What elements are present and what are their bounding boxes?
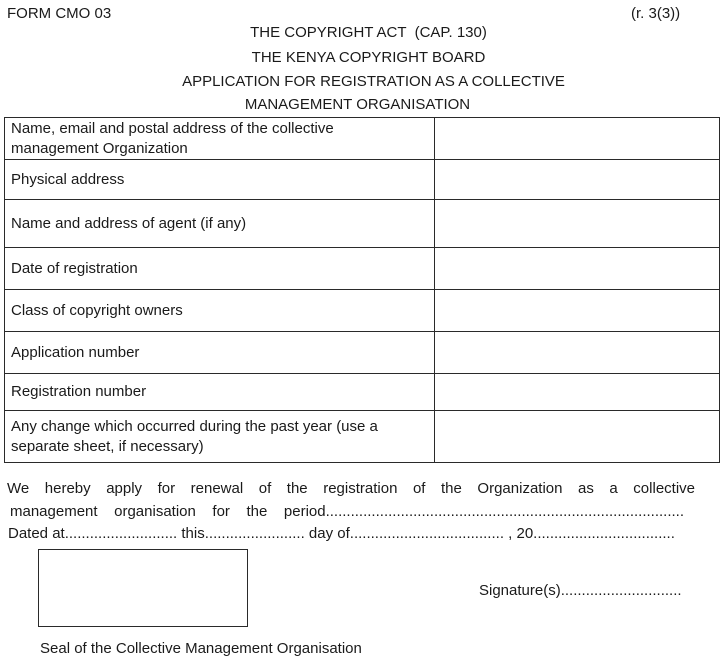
form-code: FORM CMO 03 [7,5,112,22]
field-value[interactable] [435,160,720,200]
table-row [5,411,720,463]
dated-line: Dated at........................... this........................ day of..................................... , 20.................................. [8,525,675,542]
field-label: Name and address of agent (if any) [5,200,435,248]
table-row [5,160,720,200]
table-row [5,118,720,160]
field-label: Name, email and postal address of the collective management Organization [5,118,435,160]
field-label: Registration number [5,374,435,411]
field-value[interactable] [435,411,720,463]
signature-line: Signature(s)............................. [479,582,682,599]
table-row [5,248,720,290]
field-label: Any change which occurred during the past year (use a separate sheet, if necessary) [5,411,435,463]
field-label: Application number [5,332,435,374]
table-row [5,200,720,248]
field-value[interactable] [435,200,720,248]
field-value[interactable] [435,374,720,411]
field-label: Date of registration [5,248,435,290]
field-value[interactable] [435,332,720,374]
board-name: THE KENYA COPYRIGHT BOARD [251,49,486,66]
declaration-line-2: management organisation for the period...................................................................................... [10,503,684,520]
table-row [5,374,720,411]
table-row [5,332,720,374]
declaration-line-1: We hereby apply for renewal of the registration of the Organization as a collective [7,480,695,497]
act-title: THE COPYRIGHT ACT (CAP. 130) [250,24,487,41]
form-title-line-2: MANAGEMENT ORGANISATION [244,96,471,113]
field-value[interactable] [435,248,720,290]
table-row [5,290,720,332]
seal-box [38,549,248,627]
rule-reference: (r. 3(3)) [631,5,681,22]
seal-caption: Seal of the Collective Management Organisation [40,640,362,657]
form-title-line-1: APPLICATION FOR REGISTRATION AS A COLLECTIVE [182,73,565,90]
registration-details-table [4,117,720,463]
field-label: Class of copyright owners [5,290,435,332]
field-value[interactable] [435,118,720,160]
field-label: Physical address [5,160,435,200]
field-value[interactable] [435,290,720,332]
